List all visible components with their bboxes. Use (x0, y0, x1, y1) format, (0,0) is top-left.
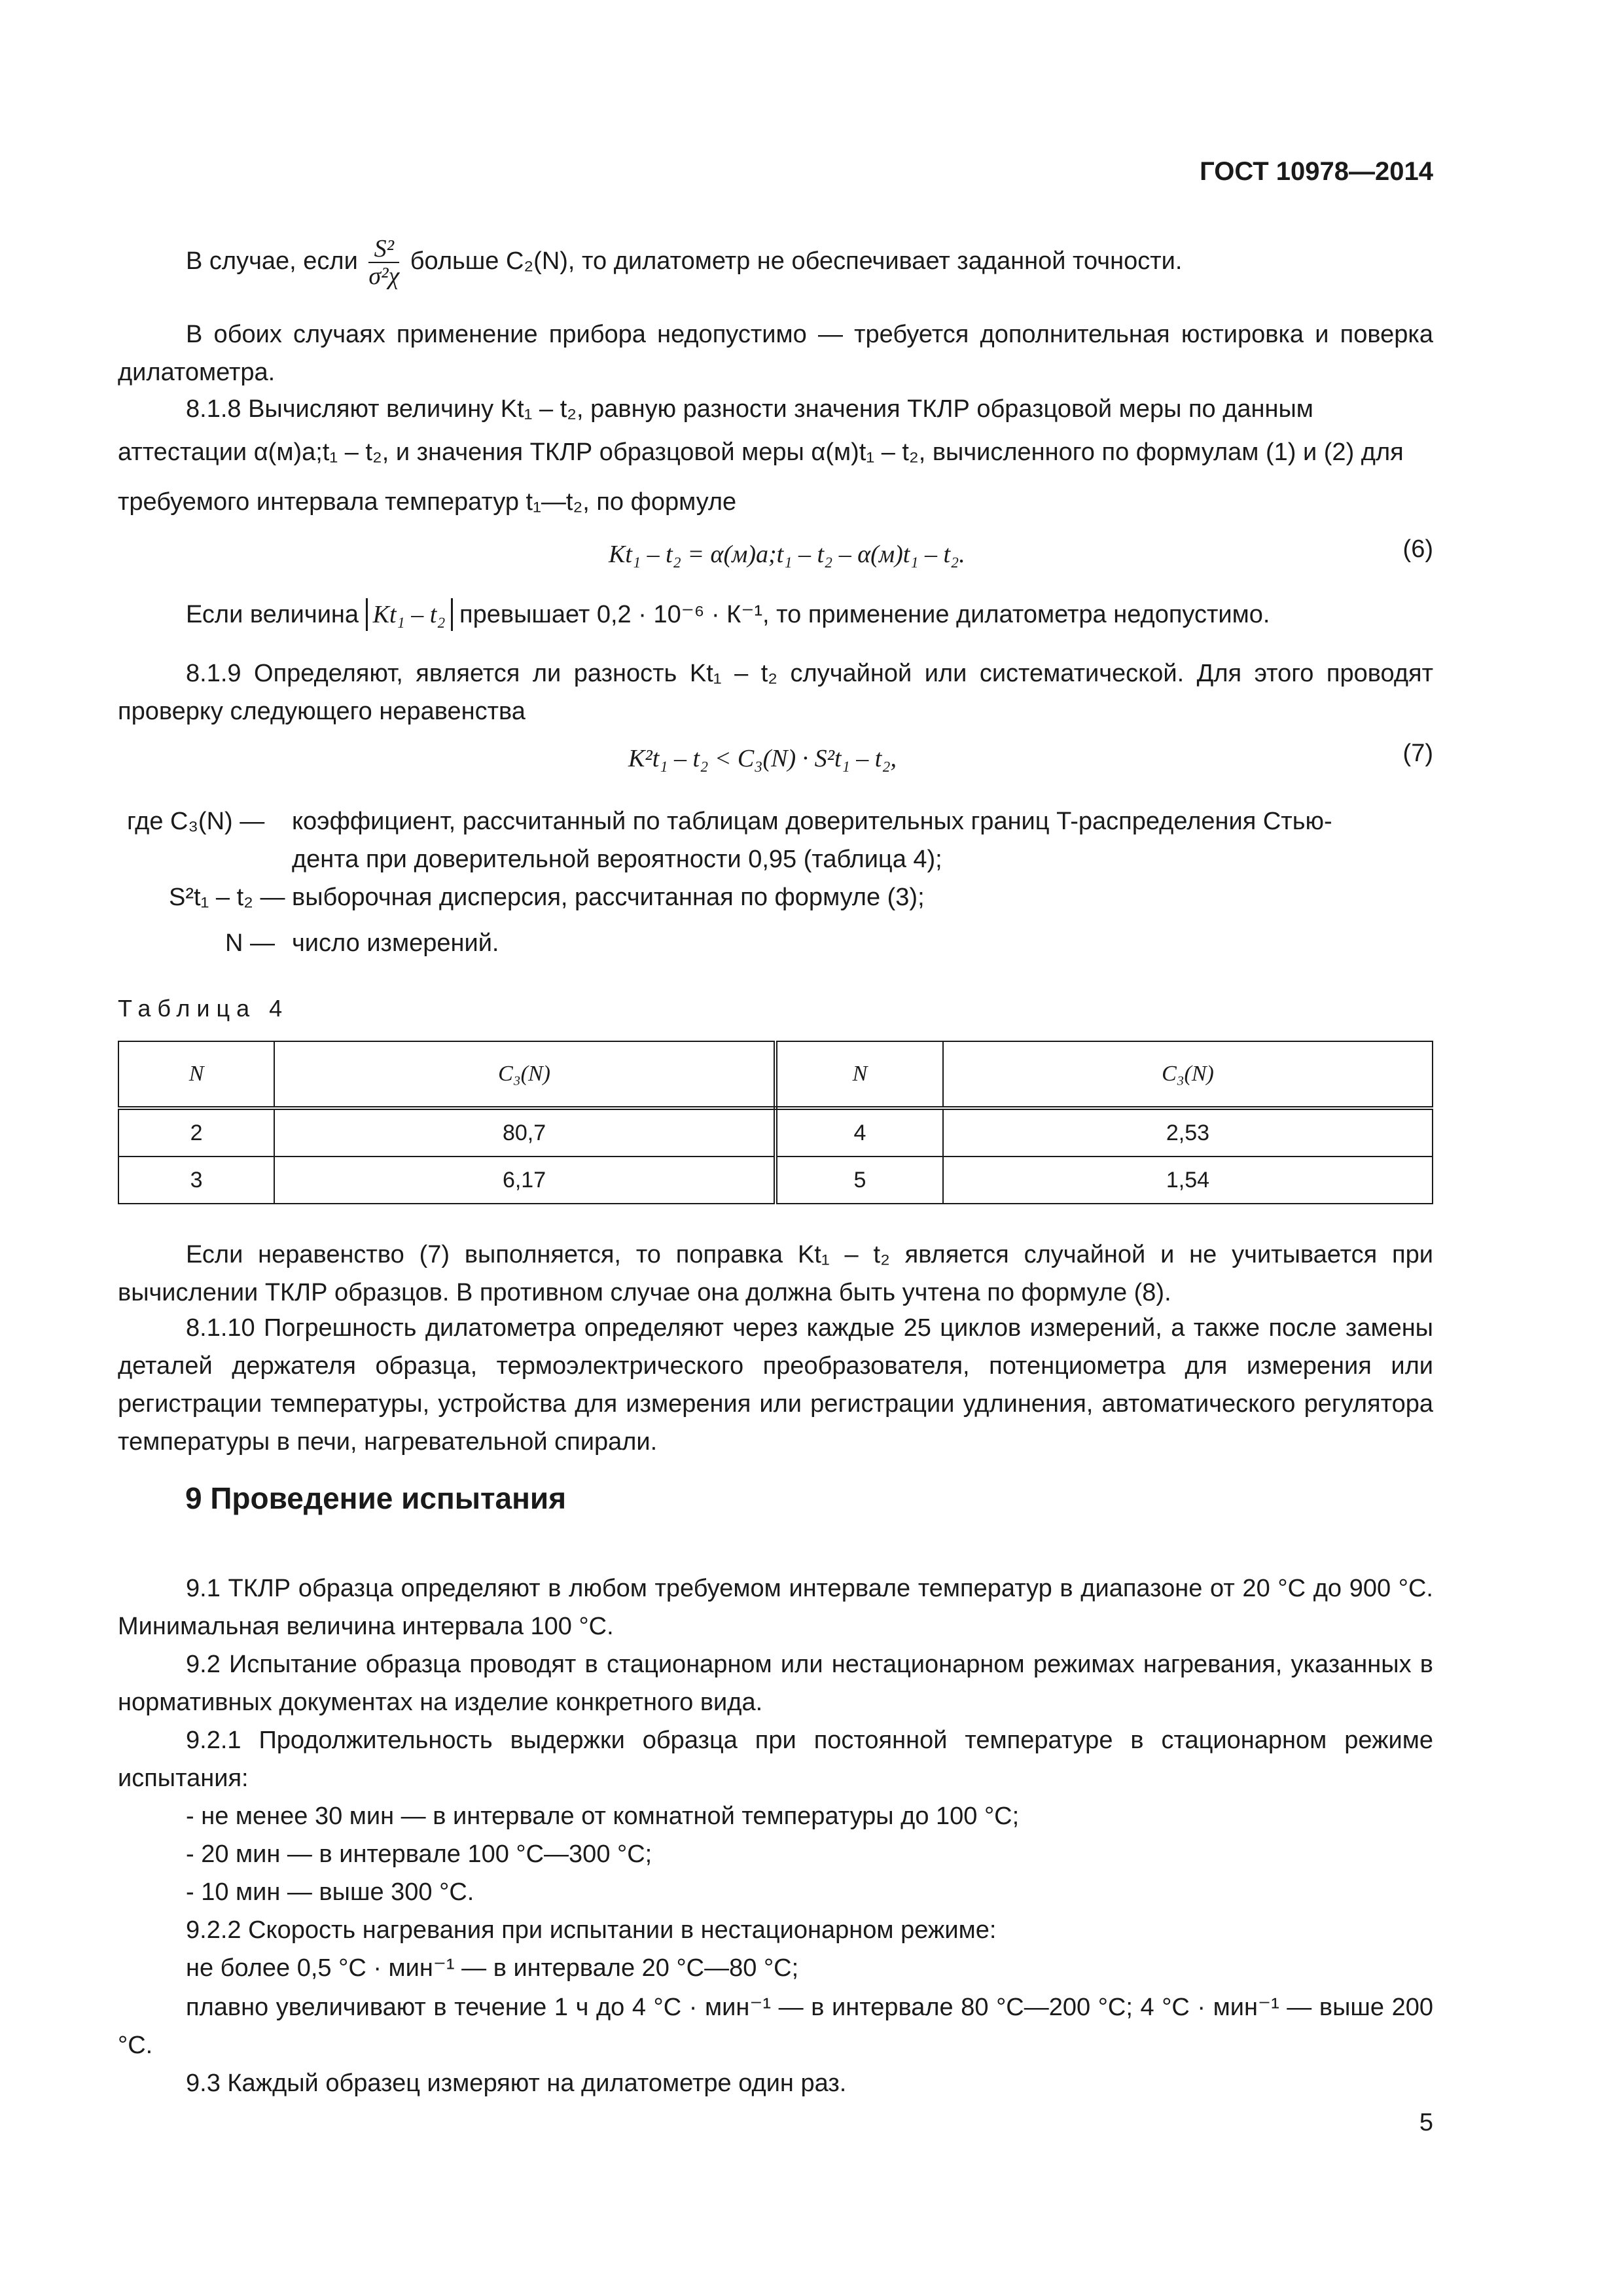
abs-value-expression: Kt₁ – t₂ (366, 598, 453, 631)
paragraph-922a: не более 0,5 °С · мин⁻¹ — в интервале 20 °С—80 °С; (186, 1954, 799, 1982)
paragraph-818-line2: аттестации α(м)a;t₁ – t₂, и значения ТКЛР образцовой меры α(м)t₁ – t₂, вычисленного по формулам (1) и (2) для (118, 439, 1404, 466)
paragraph-p2 (118, 315, 1433, 391)
table-cell: 6,17 (274, 1157, 776, 1204)
fraction-denominator: σ²χ (368, 262, 400, 290)
paragraph-93: 9.3 Каждый образец измеряют на дилатометре один раз. (186, 2070, 847, 2097)
paragraph-819 (118, 655, 1433, 730)
fraction-numerator: S² (368, 236, 399, 263)
equation-7: K²t₁ – t₂ < C₃(N) · S²t₁ – t₂, (628, 745, 897, 772)
p8110-text: 8.1.10 Погрешность дилатометра определяют через каждые 25 циклов измерений, а также после замены деталей держателя образца, термоэлектрического преобразователя, потенциометра для измерения или регистрации температуры, устройства для измерения или регистрации удлинения, автоматического регулятора температуры в печи, нагревательной спирали. (118, 1314, 1433, 1456)
p-ineq-text: Если неравенство (7) выполняется, то поправка Kt₁ – t₂ является случайной и не учитывается при вычислении ТКЛР образцов. В противном случае она должна быть учтена по формуле (8). (118, 1241, 1433, 1306)
equation-6-number: (6) (1402, 535, 1433, 563)
table-cell: 2,53 (943, 1108, 1433, 1157)
page-number: 5 (1419, 2109, 1433, 2136)
p921-text: 9.2.1 Продолжительность выдержки образца при постоянной температуре в стационарном режиме испытания: (118, 1727, 1433, 1792)
where-sym-3: N — (225, 929, 275, 957)
table-row (118, 1157, 1433, 1204)
p1-before: В случае, если (186, 247, 365, 276)
equation-7-number: (7) (1402, 740, 1433, 767)
variance-ratio-fraction (368, 236, 399, 289)
table-cell: 1,54 (943, 1157, 1433, 1204)
p91-text: 9.1 ТКЛР образца определяют в любом требуемом интервале температур в диапазоне от 20 °С до 900 °С. Минимальная величина интервала 100 °С. (118, 1575, 1433, 1640)
p2-text: В обоих случаях применение прибора недопустимо — требуется дополнительная юстировка и поверка дилатометра. (118, 321, 1433, 386)
paragraph-91 (118, 1570, 1433, 1645)
p92-text: 9.2 Испытание образца проводят в стационарном или нестационарном режимах нагревания, указанных в нормативных документах на изделие конкретного вида. (118, 1651, 1433, 1716)
table-cell: 5 (776, 1157, 943, 1204)
table-header-cell: C₃(N) (274, 1041, 776, 1108)
table-cell: 2 (118, 1108, 274, 1157)
paragraph-922b (118, 1988, 1433, 2064)
paragraph-p1 (186, 236, 1182, 289)
paragraph-922: 9.2.2 Скорость нагревания при испытании в нестационарном режиме: (186, 1916, 997, 1944)
section-9-heading: 9 Проведение испытания (185, 1481, 567, 1515)
paragraph-if-abs (186, 596, 1270, 634)
paragraph-8110 (118, 1309, 1433, 1461)
table-header-row (118, 1041, 1433, 1108)
p-if-after: превышает 0,2 · 10⁻⁶ · К⁻¹, то применение дилатометра недопустимо. (452, 601, 1270, 628)
table-cell: 80,7 (274, 1108, 776, 1157)
table-row (118, 1108, 1433, 1157)
paragraph-inequality-result (118, 1236, 1433, 1312)
where-sym-2: S²t₁ – t₂ — (169, 884, 285, 911)
table-header-cell: N (776, 1041, 943, 1108)
paragraph-921 (118, 1721, 1433, 1797)
table-cell: 4 (776, 1108, 943, 1157)
paragraph-818-line1: 8.1.8 Вычисляют величину Kt₁ – t₂, равную разности значения ТКЛР образцовой меры по данным (186, 395, 1313, 423)
where-desc-3: число измерений. (292, 929, 499, 957)
p819-text: 8.1.9 Определяют, является ли разность Kt₁ – t₂ случайной или систематической. Для этого проводят проверку следующего неравенства (118, 660, 1433, 725)
where-desc-0: коэффициент, рассчитанный по таблицам доверительных границ T-распределения Стью- (292, 808, 1332, 835)
where-desc-1: дента при доверительной вероятности 0,95 (таблица 4); (292, 846, 942, 873)
table-cell: 3 (118, 1157, 274, 1204)
p-if-before: Если величина (186, 601, 366, 628)
table-header-cell: N (118, 1041, 274, 1108)
p922b-text: плавно увеличивают в течение 1 ч до 4 °С · мин⁻¹ — в интервале 80 °С—200 °С; 4 °С · мин⁻¹ — выше 200 °С. (118, 1994, 1433, 2059)
document-header-id: ГОСТ 10978—2014 (1200, 157, 1433, 186)
paragraph-818-line3: требуемого интервала температур t₁—t₂, по формуле (118, 488, 737, 516)
table-4-caption: Таблица 4 (118, 995, 289, 1022)
table-header-cell: C₃(N) (943, 1041, 1433, 1108)
paragraph-92 (118, 1645, 1433, 1721)
list-item: - 20 мин — в интервале 100 °С—300 °С; (186, 1840, 652, 1868)
table-4 (118, 1041, 1433, 1204)
list-item: - не менее 30 мин — в интервале от комнатной температуры до 100 °С; (186, 1803, 1020, 1830)
p1-after: больше C₂(N), то дилатометр не обеспечивает заданной точности. (403, 247, 1183, 276)
where-desc-2: выборочная дисперсия, рассчитанная по формуле (3); (292, 884, 925, 911)
list-item: - 10 мин — выше 300 °С. (186, 1878, 474, 1906)
where-sym-0: где C₃(N) — (127, 808, 265, 835)
equation-6: Kt₁ – t₂ = α(м)a;t₁ – t₂ – α(м)t₁ – t₂. (609, 541, 965, 568)
